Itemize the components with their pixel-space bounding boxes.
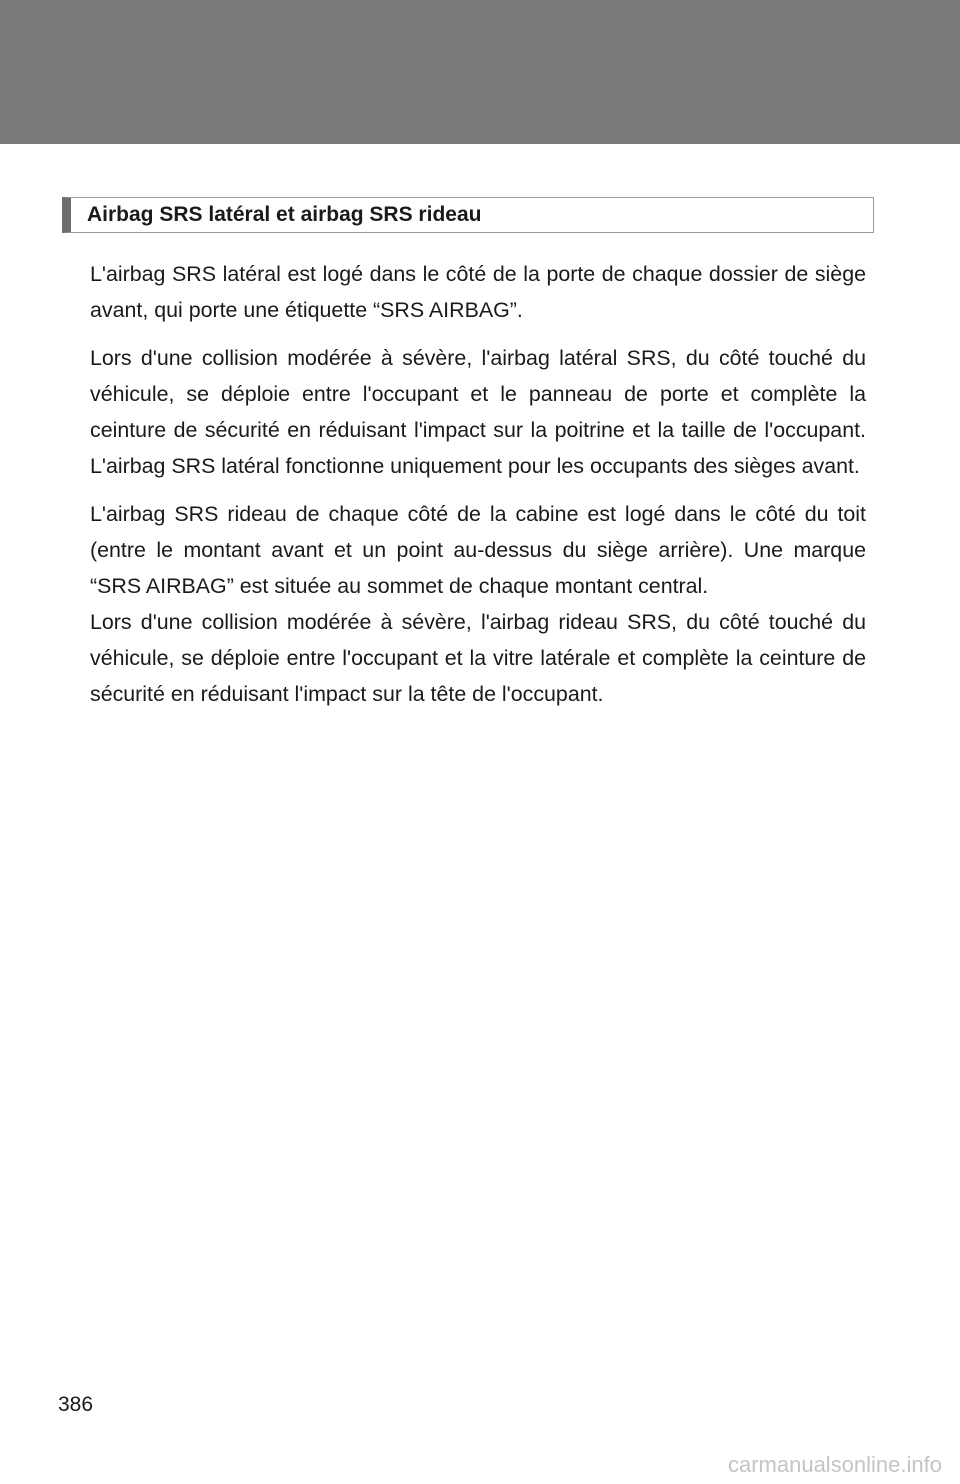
section-header [62,197,874,233]
paragraph-side-airbag-location: L'airbag SRS latéral est logé dans le côté de la porte de chaque dossier de siège avant, qui porte une étiquette “SRS AIRBAG”. [90,262,866,322]
section-title: Airbag SRS latéral et airbag SRS rideau [87,203,482,226]
header-band [0,0,960,144]
paragraph-curtain-airbag-deployment: Lors d'une collision modérée à sévère, l'airbag rideau SRS, du côté touché du véhicule, se déploie entre l'occupant et la vitre latérale et complète la ceinture de sécurité en réduisant l'impact sur la tête de l'occupant. [90,610,866,706]
watermark: carmanualsonline.info [727,1452,942,1477]
page-number: 386 [58,1393,94,1416]
body-text [90,256,866,712]
paragraph-curtain-airbag-location: L'airbag SRS rideau de chaque côté de la cabine est logé dans le côté du toit (entre le montant avant et un point au-dessus du siège arrière). Une marque “SRS AIRBAG” est située au sommet de chaque montant central. [90,502,866,598]
paragraph-side-airbag-deployment: Lors d'une collision modérée à sévère, l'airbag latéral SRS, du côté touché du véhicule, se déploie entre l'occupant et le panneau de porte et complète la ceinture de sécurité en réduisant l'impact sur la poitrine et la taille de l'occupant. L'airbag SRS latéral fonctionne uniquement pour les occupants des sièges avant. [90,346,866,478]
